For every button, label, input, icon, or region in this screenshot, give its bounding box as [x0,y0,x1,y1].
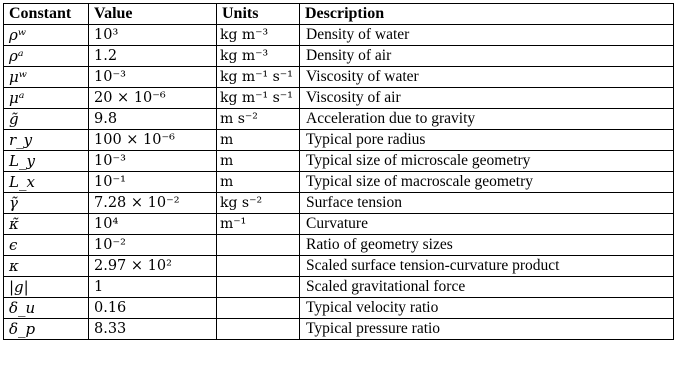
units-cell: m [217,172,300,193]
units-cell: kg m⁻³ [217,46,300,67]
value-cell: 20 × 10⁻⁶ [89,88,217,109]
description-cell: Surface tension [300,193,674,214]
units-cell: m s⁻² [217,109,300,130]
value-cell: 9.8 [89,109,217,130]
description-cell: Scaled gravitational force [300,277,674,298]
constant-cell: δ_p [4,319,89,340]
header-constant: Constant [4,4,89,25]
description-cell: Typical size of macroscale geometry [300,172,674,193]
header-units: Units [217,4,300,25]
value-cell: 10⁻³ [89,151,217,172]
header-value: Value [89,4,217,25]
description-cell: Viscosity of water [300,67,674,88]
value-cell: 7.28 × 10⁻² [89,193,217,214]
description-cell: Typical size of microscale geometry [300,151,674,172]
table-row [4,130,674,151]
table-row [4,109,674,130]
units-cell: kg m⁻¹ s⁻¹ [217,88,300,109]
description-cell: Scaled surface tension-curvature product [300,256,674,277]
value-cell: 10⁻³ [89,67,217,88]
units-cell: m [217,130,300,151]
table-row [4,319,674,340]
value-cell: 1.2 [89,46,217,67]
description-cell: Typical velocity ratio [300,298,674,319]
value-cell: 1 [89,277,217,298]
units-cell: kg m⁻¹ s⁻¹ [217,67,300,88]
constant-cell: g̃ [4,109,89,130]
units-cell [217,235,300,256]
constant-cell: r_y [4,130,89,151]
header-description: Description [300,4,674,25]
constants-table [3,3,674,340]
units-cell: m [217,151,300,172]
units-cell [217,319,300,340]
description-cell: Acceleration due to gravity [300,109,674,130]
constant-cell: γ̃ [4,193,89,214]
value-cell: 10³ [89,25,217,46]
value-cell: 10⁴ [89,214,217,235]
description-cell: Typical pressure ratio [300,319,674,340]
units-cell [217,298,300,319]
units-cell: kg s⁻² [217,193,300,214]
constant-cell: ρʷ [4,25,89,46]
constant-cell: δ_u [4,298,89,319]
units-cell [217,256,300,277]
units-cell: kg m⁻³ [217,25,300,46]
constant-cell: κ̃ [4,214,89,235]
description-cell: Density of air [300,46,674,67]
table-row [4,256,674,277]
value-cell: 2.97 × 10² [89,256,217,277]
constant-cell: μᵃ [4,88,89,109]
table-row [4,67,674,88]
value-cell: 0.16 [89,298,217,319]
units-cell: m⁻¹ [217,214,300,235]
description-cell: Typical pore radius [300,130,674,151]
table-row [4,25,674,46]
table-row [4,298,674,319]
table-row [4,172,674,193]
header-row [4,4,674,25]
value-cell: 10⁻¹ [89,172,217,193]
table-row [4,151,674,172]
constant-cell: ϵ [4,235,89,256]
table-row [4,277,674,298]
constant-cell: ρᵃ [4,46,89,67]
table-row [4,193,674,214]
constant-cell: μʷ [4,67,89,88]
units-cell [217,277,300,298]
constant-cell: |g| [4,277,89,298]
constant-cell: κ [4,256,89,277]
table-row [4,235,674,256]
table-row [4,214,674,235]
description-cell: Ratio of geometry sizes [300,235,674,256]
table-row [4,88,674,109]
table-row [4,46,674,67]
description-cell: Viscosity of air [300,88,674,109]
description-cell: Curvature [300,214,674,235]
description-cell: Density of water [300,25,674,46]
constant-cell: L_y [4,151,89,172]
value-cell: 100 × 10⁻⁶ [89,130,217,151]
value-cell: 10⁻² [89,235,217,256]
constant-cell: L_x [4,172,89,193]
value-cell: 8.33 [89,319,217,340]
